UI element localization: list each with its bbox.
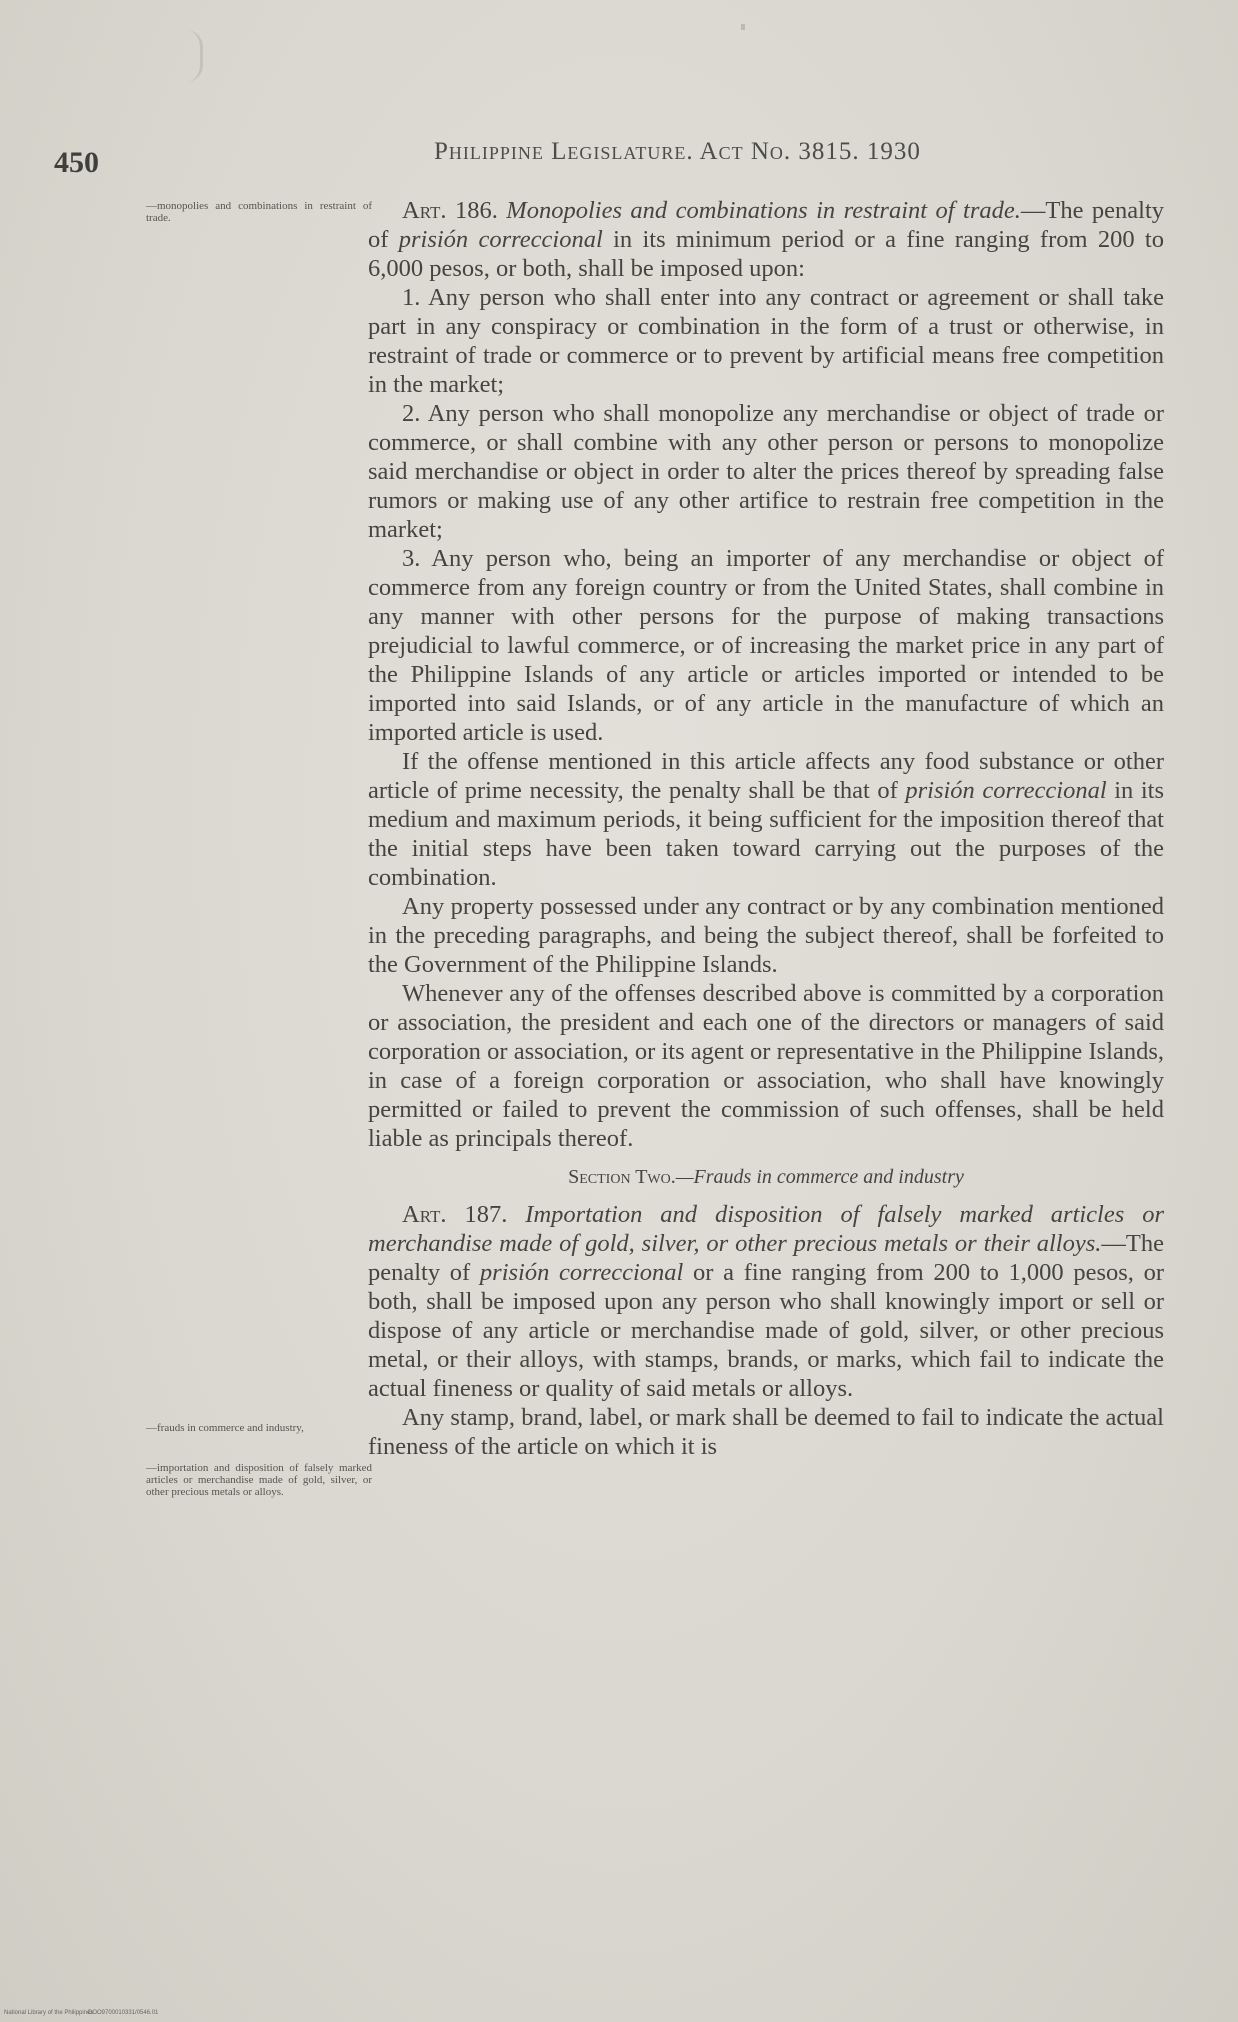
art186-item-2: 2. Any person who shall monopolize any merchandise or object of trade or commerce, or shall combine with any other person or persons to monopolize said merchandise or object in order to alter the prices thereof by spreading false rumors or making use of any other artifice to restrain free competition in the market; [368, 400, 1164, 543]
art187-para-stamp: Any stamp, brand, label, or mark shall be deemed to fail to indicate the actual fineness of the article on which it is [368, 1404, 1164, 1460]
scan-dot [741, 24, 745, 30]
art186-item-1: 1. Any person who shall enter into any contract or agreement or shall take part in any conspiracy or combination in the form of a trust or otherwise, in restraint of trade or commerce or to prevent by artificial means free competition in the market; [368, 284, 1164, 398]
art186-intro: Art. 186. Monopolies and combinations in restraint of trade.—The penalty of prisión correccional in its minimum period or a fine ranging from 200 to 6,000 pesos, or both, shall be imposed upon: [368, 197, 1165, 282]
art186-para-property: Any property possessed under any contract or by any combination mentioned in the preceding paragraphs, and being the subject thereof, shall be forfeited to the Government of the Philippine Islands. [368, 893, 1164, 978]
footer [4, 2010, 159, 2016]
margin-note-importation: —importation and disposition of falsely marked articles or merchandise made of gold, silver, or other precious metals or alloys. [146, 1462, 372, 1498]
section-heading: Section Two.—Frauds in commerce and industry [568, 1166, 964, 1188]
running-head: Philippine Legislature. Act No. 3815. 1930 [434, 138, 921, 165]
body-text [368, 196, 1164, 1461]
article-title: Importation and disposition of falsely marked articles or merchandise made of gold, silver, or other precious metals or their alloys. [368, 1201, 1164, 1257]
margin-note-monopolies: —monopolies and combinations in restraint of trade. [146, 200, 372, 224]
margin-note-frauds: —frauds in commerce and industry, [146, 1422, 304, 1434]
art186-item-3: 3. Any person who, being an importer of any merchandise or object of commerce from any foreign country or from the United States, shall combine in any manner with other persons for the purpose of making transactions prejudicial to lawful commerce, or of increasing the market price in any part of the Philippine Islands of any article or articles imported or intended to be imported into said Islands, or of any article in the manufacture of which an imported article is used. [368, 545, 1164, 746]
art186-para-food: If the offense mentioned in this article affects any food substance or other article of prime necessity, the penalty shall be that of prisión correccional in its medium and maximum periods, it being sufficient for the imposition thereof that the initial steps have been taken toward carrying out the purposes of the combination. [368, 748, 1164, 891]
article-label: Art. 186. [402, 197, 498, 224]
footer-library: National Library of the Philippines [4, 2010, 94, 2016]
art186-para-corporation: Whenever any of the offenses described above is committed by a corporation or association, the president and each one of the directors or managers of said corporation or association, or its agent or representative in the Philippine Islands, in case of a foreign corporation or association, who shall have knowingly permitted or failed to prevent the commission of such offenses, shall be held liable as principals thereof. [368, 980, 1164, 1152]
page-number: 450 [54, 146, 99, 179]
article-label: Art. 187. [402, 1201, 508, 1228]
scan-artifact [186, 30, 203, 82]
art187-intro: Art. 187. Importation and disposition of falsely marked articles or merchandise made of gold, silver, or other precious metals or their alloys.—The penalty of prisión correccional or a fine ranging from 200 to 1,000 pesos, or both, shall be imposed upon any person who shall knowingly import or sell or dispose of any article or merchandise made of gold, silver, or other precious metal, or their alloys, with stamps, brands, or marks, which fail to indicate the actual fineness or quality of said metals or alloys. [368, 1201, 1165, 1402]
article-title: Monopolies and combinations in restraint of trade. [506, 197, 1021, 224]
footer-digitized: DOO9700010331/0546.01 [88, 2010, 159, 2016]
